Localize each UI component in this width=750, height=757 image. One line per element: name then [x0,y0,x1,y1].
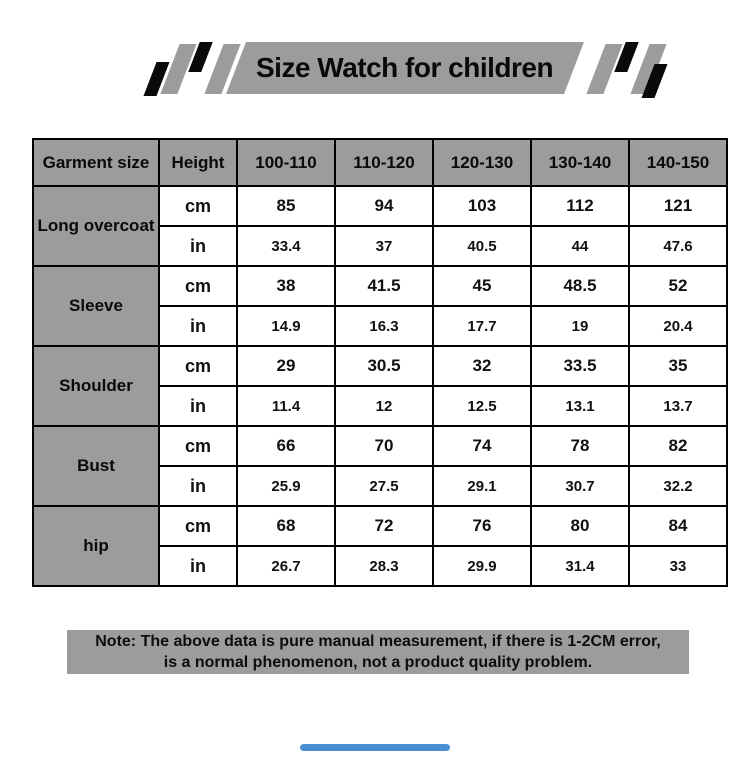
unit-cell: in [159,226,237,266]
note-bar [67,630,689,674]
value-cell: 48.5 [531,266,629,306]
row-label-cell: Bust [33,426,159,506]
value-cell: 31.4 [531,546,629,586]
unit-cell: cm [159,346,237,386]
value-cell: 28.3 [335,546,433,586]
value-cell: 44 [531,226,629,266]
value-cell: 12 [335,386,433,426]
value-cell: 33.4 [237,226,335,266]
unit-cell: cm [159,506,237,546]
value-cell: 70 [335,426,433,466]
value-cell: 68 [237,506,335,546]
header-cell: 130-140 [531,139,629,186]
value-cell: 26.7 [237,546,335,586]
value-cell: 13.7 [629,386,727,426]
table-header-row [33,139,727,186]
size-table [32,138,728,587]
value-cell: 33 [629,546,727,586]
value-cell: 14.9 [237,306,335,346]
header-cell: 110-120 [335,139,433,186]
header-cell: 140-150 [629,139,727,186]
value-cell: 80 [531,506,629,546]
value-cell: 32.2 [629,466,727,506]
value-cell: 12.5 [433,386,531,426]
unit-cell: in [159,546,237,586]
page-title: Size Watch for children [256,52,554,83]
value-cell: 35 [629,346,727,386]
value-cell: 82 [629,426,727,466]
title-banner [226,42,584,94]
value-cell: 33.5 [531,346,629,386]
unit-cell: in [159,306,237,346]
value-cell: 29.1 [433,466,531,506]
value-cell: 20.4 [629,306,727,346]
table-row [33,266,727,306]
value-cell: 37 [335,226,433,266]
header-cell: Height [159,139,237,186]
value-cell: 30.5 [335,346,433,386]
row-label-cell: Sleeve [33,266,159,346]
value-cell: 19 [531,306,629,346]
header-cell: 120-130 [433,139,531,186]
value-cell: 11.4 [237,386,335,426]
row-label-cell: hip [33,506,159,586]
value-cell: 74 [433,426,531,466]
value-cell: 78 [531,426,629,466]
value-cell: 13.1 [531,386,629,426]
value-cell: 16.3 [335,306,433,346]
header-cell: 100-110 [237,139,335,186]
note-line-1: Note: The above data is pure manual measurement, if there is 1-2CM error, [95,633,661,650]
row-label-cell: Long overcoat [33,186,159,266]
value-cell: 38 [237,266,335,306]
value-cell: 47.6 [629,226,727,266]
header-cell: Garment size [33,139,159,186]
value-cell: 17.7 [433,306,531,346]
value-cell: 121 [629,186,727,226]
value-cell: 29.9 [433,546,531,586]
value-cell: 41.5 [335,266,433,306]
unit-cell: cm [159,186,237,226]
value-cell: 30.7 [531,466,629,506]
value-cell: 72 [335,506,433,546]
table-row [33,506,727,546]
table-row [33,346,727,386]
table-row [33,426,727,466]
value-cell: 32 [433,346,531,386]
unit-cell: cm [159,426,237,466]
value-cell: 52 [629,266,727,306]
value-cell: 85 [237,186,335,226]
value-cell: 25.9 [237,466,335,506]
value-cell: 94 [335,186,433,226]
value-cell: 84 [629,506,727,546]
value-cell: 76 [433,506,531,546]
row-label-cell: Shoulder [33,346,159,426]
bottom-accent-bar [300,744,450,751]
value-cell: 103 [433,186,531,226]
unit-cell: cm [159,266,237,306]
value-cell: 29 [237,346,335,386]
value-cell: 27.5 [335,466,433,506]
value-cell: 112 [531,186,629,226]
value-cell: 66 [237,426,335,466]
unit-cell: in [159,386,237,426]
table-row [33,186,727,226]
value-cell: 45 [433,266,531,306]
value-cell: 40.5 [433,226,531,266]
note-line-2: is a normal phenomenon, not a product quality problem. [163,654,593,671]
unit-cell: in [159,466,237,506]
